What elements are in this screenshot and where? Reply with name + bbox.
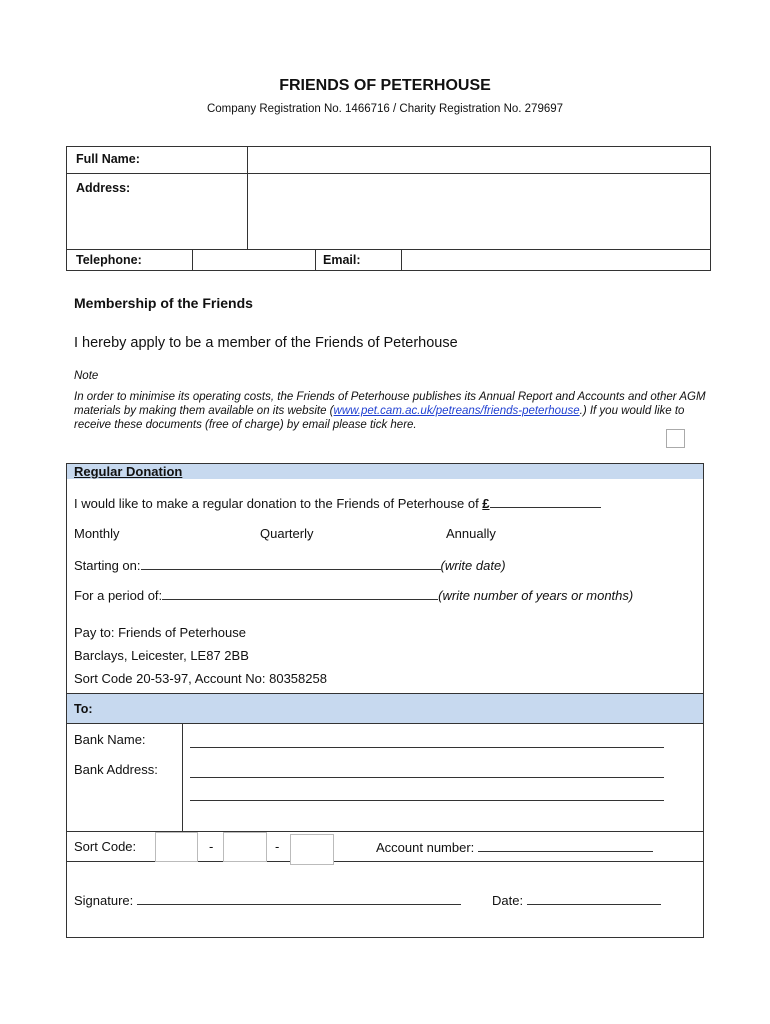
- details-divider: [192, 249, 193, 270]
- email-label: Email:: [323, 253, 361, 267]
- email-field[interactable]: [403, 251, 708, 269]
- date-row: [492, 892, 661, 908]
- note-paragraph: [74, 390, 706, 432]
- bank-address-line: Barclays, Leicester, LE87 2BB: [74, 648, 249, 663]
- bank-column-divider: [182, 723, 183, 831]
- registration-numbers: Company Registration No. 1466716 / Charity Registration No. 279697: [206, 103, 564, 115]
- frequency-quarterly[interactable]: Quarterly: [260, 526, 314, 541]
- bank-name-label: Bank Name:: [74, 732, 146, 747]
- apply-statement: I hereby apply to be a member of the Friends of Peterhouse: [74, 335, 458, 351]
- details-divider: [66, 249, 711, 250]
- to-divider: [67, 723, 703, 724]
- starting-date-field[interactable]: [141, 557, 441, 570]
- account-number-field[interactable]: [478, 839, 653, 852]
- date-field[interactable]: [527, 892, 661, 905]
- starting-hint: (write date): [440, 558, 506, 573]
- note-text-part1: In order to minimise its operating costs, the Friends of Peterhouse publishes its Annual Report and Accounts and other AGM materials by making them available on its website (: [74, 391, 706, 417]
- period-label: For a period of:: [74, 588, 163, 603]
- sort-code-label: Sort Code:: [74, 839, 137, 854]
- starting-label: Starting on:: [74, 558, 141, 573]
- donation-amount-field[interactable]: [490, 495, 601, 508]
- period-row: [74, 587, 633, 603]
- sort-code-box-1[interactable]: [155, 832, 198, 862]
- sort-code-dash-2: -: [275, 839, 280, 854]
- signature-label: Signature:: [74, 893, 137, 908]
- to-heading: To:: [74, 702, 93, 716]
- details-divider: [247, 146, 248, 249]
- email-documents-checkbox[interactable]: [666, 429, 685, 448]
- note-label: Note: [74, 370, 99, 382]
- details-divider: [401, 249, 402, 270]
- starting-row: [74, 557, 506, 573]
- full-name-field[interactable]: [249, 148, 708, 172]
- signature-row: [74, 892, 461, 908]
- bank-address-label: Bank Address:: [74, 762, 158, 777]
- frequency-annually[interactable]: Annually: [446, 526, 496, 541]
- donation-intro: [74, 495, 601, 511]
- sort-code-dash-1: -: [209, 839, 214, 854]
- bank-address-field-line1[interactable]: [190, 763, 664, 778]
- account-number-label: Account number:: [376, 840, 478, 855]
- period-hint: (write number of years or months): [438, 588, 634, 603]
- bank-name-field[interactable]: [190, 733, 664, 748]
- account-number-row: [376, 839, 653, 855]
- to-heading-band: [67, 694, 703, 723]
- bank-address-field-line2[interactable]: [190, 786, 664, 801]
- address-label: Address:: [76, 181, 131, 195]
- membership-heading: Membership of the Friends: [74, 295, 253, 311]
- details-divider: [315, 249, 316, 270]
- frequency-monthly[interactable]: Monthly: [74, 526, 120, 541]
- address-field[interactable]: [249, 175, 708, 248]
- note-text-part2: .) If you would like to receive these documents (free of charge) by email please tick here.: [74, 405, 685, 431]
- donation-heading: Regular Donation: [74, 464, 183, 479]
- form-title: FRIENDS OF PETERHOUSE: [279, 77, 491, 94]
- signature-field[interactable]: [137, 892, 461, 905]
- currency-symbol: £: [482, 496, 490, 511]
- donation-intro-text: I would like to make a regular donation to the Friends of Peterhouse of: [74, 496, 483, 511]
- telephone-label: Telephone:: [76, 253, 142, 267]
- pay-to: Pay to: Friends of Peterhouse: [74, 625, 246, 640]
- website-link[interactable]: www.pet.cam.ac.uk/petreans/friends-peterhouse: [333, 405, 580, 417]
- sort-code-account: Sort Code 20-53-97, Account No: 80358258: [74, 671, 327, 686]
- date-label: Date:: [492, 893, 527, 908]
- details-divider: [66, 173, 711, 174]
- sort-code-box-2[interactable]: [223, 832, 267, 862]
- telephone-field[interactable]: [194, 251, 314, 269]
- period-field[interactable]: [162, 587, 438, 600]
- sort-code-box-3[interactable]: [290, 834, 334, 865]
- full-name-label: Full Name:: [76, 152, 140, 166]
